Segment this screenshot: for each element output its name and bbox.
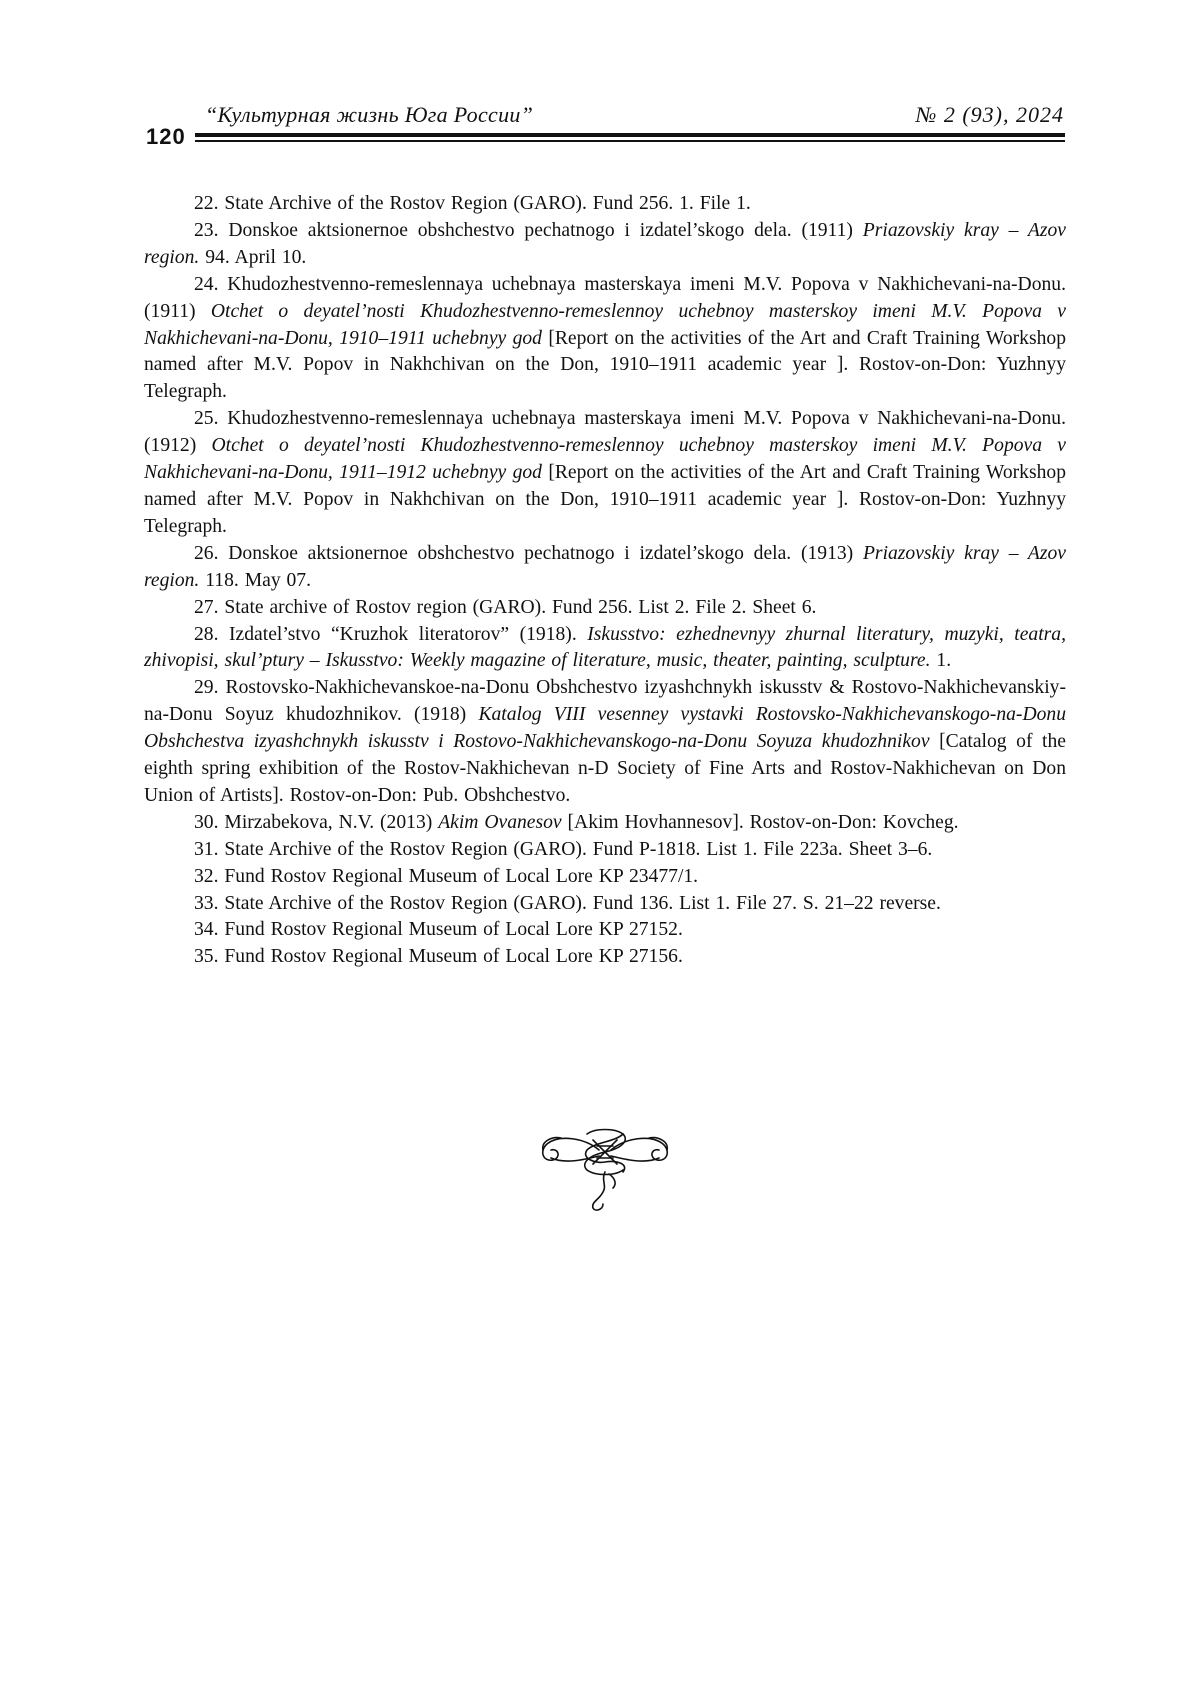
running-header-journal-title: “Культурная жизнь Юга России”: [205, 102, 534, 127]
flourish-ornament-icon: [537, 1120, 673, 1212]
reference-item: 34. Fund Rostov Regional Museum of Local Lore KP 27152.: [194, 919, 683, 941]
reference-item: 24. Khudozhestvenno-remeslennaya uchebnaya masterskaya imeni M.V. Popova v Nakhichevani-na-Donu. (1911) Otchet o deyatel’nosti Khudozhestvenno-remeslennoy uchebnoy masterskoy imeni M.V. Popova v Nakhichevani-na-Donu, 1910–1911 uchebnyy god [Report on the activities of the Art and Craft Training Workshop named after M.V. Popov in Nakhchivan on the Don, 1910–1911 academic year ]. Rostov-on-Don: Yuzhnyy Telegraph.: [144, 273, 1066, 403]
reference-item: 26. Donskoe aktsionernoe obshchestvo pechatnogo i izdatel’skogo dela. (1913) Priazovskiy kray – Azov region. 118. May 07.: [144, 542, 1066, 591]
header-rule-thick: [195, 133, 1065, 137]
reference-item: 33. State Archive of the Rostov Region (GARO). Fund 136. List 1. File 27. S. 21–22 reverse.: [194, 892, 941, 914]
reference-item: 27. State archive of Rostov region (GARO). Fund 256. List 2. File 2. Sheet 6.: [194, 596, 817, 618]
reference-item: 32. Fund Rostov Regional Museum of Local Lore KP 23477/1.: [194, 865, 699, 887]
reference-item: 35. Fund Rostov Regional Museum of Local Lore KP 27156.: [194, 946, 683, 968]
reference-item: 31. State Archive of the Rostov Region (GARO). Fund P-1818. List 1. File 223a. Sheet 3–6.: [194, 838, 933, 860]
reference-list: [144, 191, 1066, 971]
header-rule-thin: [195, 140, 1065, 142]
reference-item: 30. Mirzabekova, N.V. (2013) Akim Ovanesov [Akim Hovhannesov]. Rostov-on-Don: Kovcheg.: [194, 811, 959, 833]
running-header-issue: № 2 (93), 2024: [915, 102, 1064, 127]
reference-item: 28. Izdatel’stvo “Kruzhok literatorov” (1918). Iskusstvo: ezhednevnyy zhurnal literatury, muzyki, teatra, zhivopisi, skul’ptury – Iskusstvo: Weekly magazine of literature, music, theater, painting, sculpture. 1.: [144, 623, 1066, 672]
page-number: 120: [146, 124, 186, 149]
reference-item: 23. Donskoe aktsionernoe obshchestvo pechatnogo i izdatel’skogo dela. (1911) Priazovskiy kray – Azov region. 94. April 10.: [144, 219, 1066, 268]
reference-item: 25. Khudozhestvenno-remeslennaya uchebnaya masterskaya imeni M.V. Popova v Nakhichevani-na-Donu. (1912) Otchet o deyatel’nosti Khudozhestvenno-remeslennoy uchebnoy masterskoy imeni M.V. Popova v Nakhichevani-na-Donu, 1911–1912 uchebnyy god [Report on the activities of the Art and Craft Training Workshop named after M.V. Popov in Nakhchivan on the Don, 1910–1911 academic year ]. Rostov-on-Don: Yuzhnyy Telegraph.: [144, 408, 1066, 537]
reference-item: 22. State Archive of the Rostov Region (GARO). Fund 256. 1. File 1.: [194, 193, 751, 214]
reference-item: 29. Rostovsko-Nakhichevanskoe-na-Donu Obshchestvo izyashchnykh iskusstv & Rostovo-Nakhichevanskiy-na-Donu Soyuz khudozhnikov. (1918) Katalog VIII vesenney vystavki Rostovsko-Nakhichevanskogo-na-Donu Obshchestva izyashchnykh iskusstv i Rostovo-Nakhichevanskogo-na-Donu Soyuza khudozhnikov [Catalog of the eighth spring exhibition of the Rostov-Nakhichevan n-D Society of Fine Arts and Rostov-Nakhichevan on Don Union of Artists]. Rostov-on-Don: Pub. Obshchestvo.: [144, 677, 1066, 806]
